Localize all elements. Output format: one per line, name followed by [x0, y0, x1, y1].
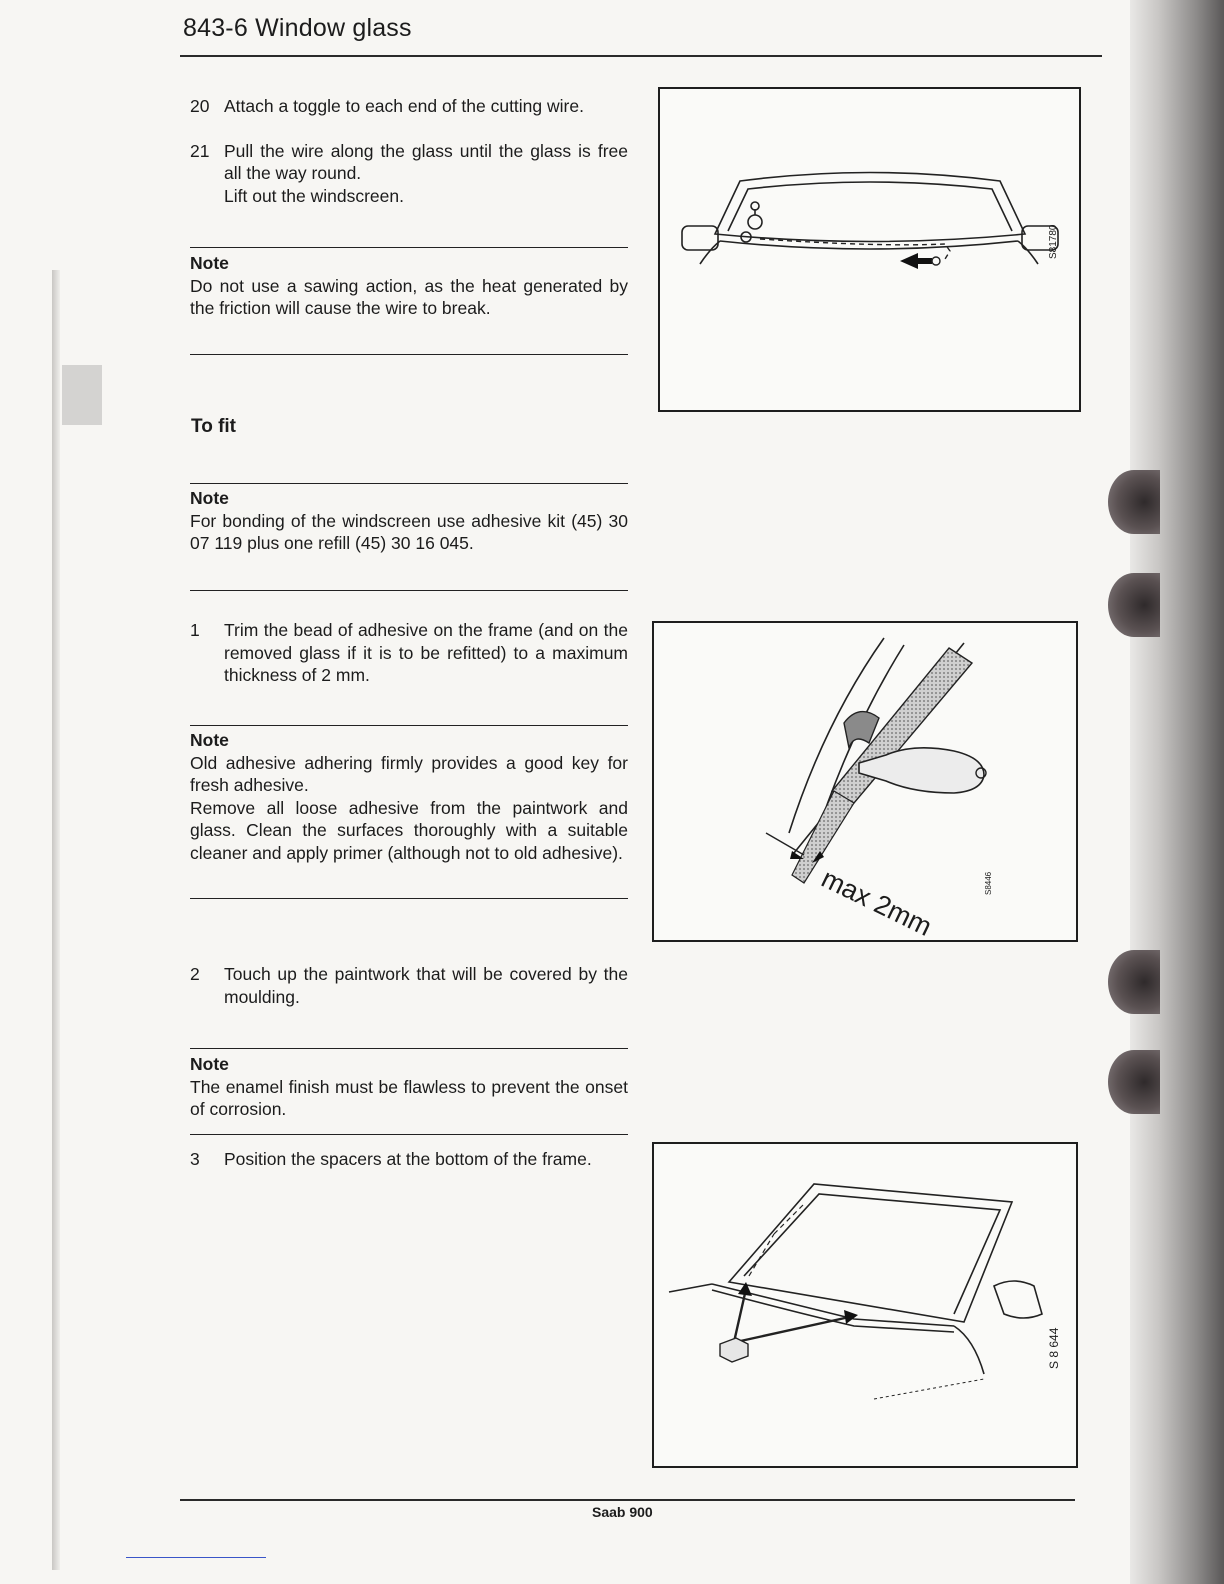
- scan-link-line: [126, 1557, 266, 1558]
- note-bonding: [190, 487, 628, 555]
- page-edge-shadow: [1130, 0, 1224, 1584]
- step-text: Attach a toggle to each end of the cutting wire.: [224, 96, 584, 116]
- note-sawing: [190, 252, 628, 320]
- note-title: Note: [190, 730, 229, 750]
- step-number: 20: [190, 96, 210, 116]
- step-text: Touch up the paintwork that will be covered by the moulding.: [224, 964, 628, 1007]
- figure-code: S 8 644: [1047, 1327, 1061, 1369]
- figure-trim-adhesive: [652, 621, 1078, 942]
- note-old-adhesive: [190, 729, 628, 864]
- step-text: Position the spacers at the bottom of the frame.: [224, 1149, 592, 1169]
- note-divider: [190, 483, 628, 484]
- figure-cutting-wire: [658, 87, 1081, 412]
- step-number: 21: [190, 140, 210, 161]
- note-divider: [190, 590, 628, 591]
- footer-divider: [180, 1499, 1075, 1501]
- figure-code: S8446: [984, 871, 993, 895]
- step-1: [190, 619, 628, 687]
- page-title: 843-6 Window glass: [183, 14, 412, 42]
- step-21: [190, 140, 628, 208]
- scan-left-shadow: [52, 270, 60, 1570]
- note-divider: [190, 354, 628, 355]
- step-number: 2: [190, 964, 200, 984]
- step-text-extra: Lift out the windscreen.: [224, 185, 404, 206]
- note-title: Note: [190, 1054, 229, 1074]
- note-text: Do not use a sawing action, as the heat generated by the friction will cause the wire to break.: [190, 275, 628, 318]
- note-title: Note: [190, 253, 229, 273]
- step-number: 1: [190, 620, 200, 640]
- figure-code: S81780: [1048, 224, 1059, 259]
- header-divider: [180, 55, 1102, 57]
- footer-model-name: Saab 900: [592, 1504, 653, 1520]
- figure-spacers: [652, 1142, 1078, 1468]
- note-text: For bonding of the windscreen use adhesive kit (45) 30 07 119 plus one refill (45) 30 16 045.: [190, 510, 628, 553]
- windscreen-wire-illustration: [660, 89, 1079, 410]
- note-divider: [190, 247, 628, 248]
- step-text-block: [224, 140, 628, 208]
- note-divider: [190, 725, 628, 726]
- removal-steps: [190, 95, 628, 207]
- binder-hole: [1108, 573, 1160, 637]
- step-text: Pull the wire along the glass until the glass is free all the way round.: [224, 140, 628, 183]
- step-number: 3: [190, 1149, 200, 1169]
- step-row: [190, 619, 628, 687]
- step-row: [190, 1148, 628, 1171]
- spacers-illustration: [654, 1144, 1076, 1466]
- note-enamel: [190, 1053, 628, 1121]
- note-divider: [190, 1134, 628, 1135]
- note-divider: [190, 898, 628, 899]
- note-divider: [190, 1048, 628, 1049]
- step-text: Trim the bead of adhesive on the frame (and on the removed glass if it is to be refitted) to a maximum thickness of 2 mm.: [224, 620, 628, 685]
- binder-hole: [1108, 470, 1160, 534]
- scan-left-tab: [62, 365, 102, 425]
- step-row: [190, 963, 628, 1008]
- figure-label-max-2mm: max 2mm: [816, 863, 937, 942]
- note-title: Note: [190, 488, 229, 508]
- step-3: [190, 1148, 628, 1171]
- step-2: [190, 963, 628, 1008]
- binder-hole: [1108, 950, 1160, 1014]
- step-20: [190, 95, 628, 118]
- binder-hole: [1108, 1050, 1160, 1114]
- section-title-to-fit: To fit: [191, 416, 237, 437]
- note-text-extra: Remove all loose adhesive from the paintwork and glass. Clean the surfaces thoroughly with a suitable cleaner and apply primer (although not to old adhesive).: [190, 797, 628, 863]
- note-text: Old adhesive adhering firmly provides a good key for fresh adhesive.: [190, 752, 628, 795]
- note-text: The enamel finish must be flawless to prevent the onset of corrosion.: [190, 1076, 628, 1119]
